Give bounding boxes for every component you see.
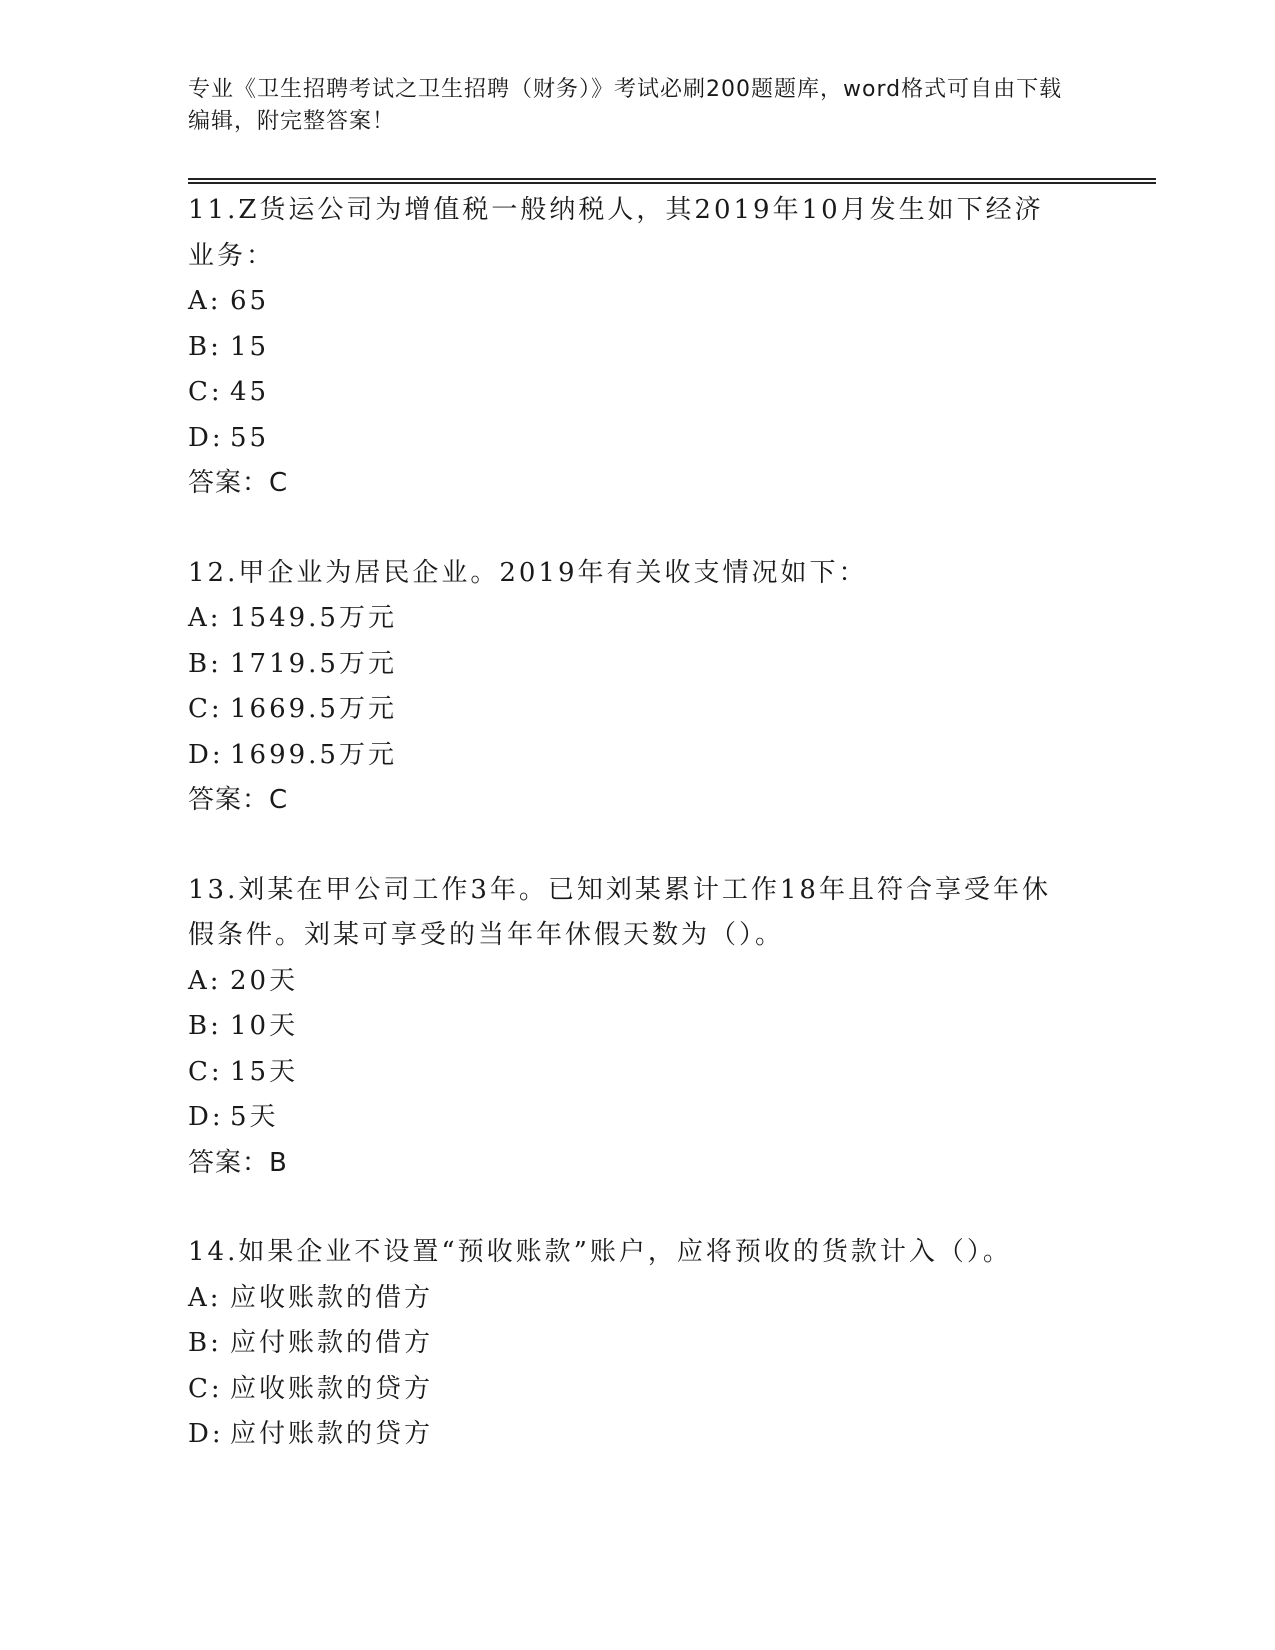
option-text: 15天 xyxy=(230,1056,299,1087)
option-letter: C: xyxy=(188,1373,223,1404)
option-d xyxy=(188,416,1068,462)
option-letter: A: xyxy=(188,286,222,316)
option-letter: B: xyxy=(188,648,222,679)
option-text: 1669.5万元 xyxy=(230,694,397,724)
option-letter: D: xyxy=(188,1419,224,1449)
option-text: 应付账款的借方 xyxy=(230,1328,434,1358)
option-b xyxy=(188,325,1068,371)
document-header: 专业《卫生招聘考试之卫生招聘（财务）》考试必刷200题题库，word格式可自由下载编辑，附完整答案！ xyxy=(188,77,1063,134)
option-letter: C: xyxy=(188,377,223,407)
question-block xyxy=(188,551,1068,824)
double-rule-divider xyxy=(188,178,1156,184)
option-letter: B: xyxy=(188,1328,222,1358)
option-a xyxy=(188,959,1068,1005)
question-block xyxy=(188,188,1068,507)
option-a xyxy=(188,279,1068,325)
option-text: 15 xyxy=(230,331,270,362)
option-text: 5天 xyxy=(230,1102,279,1132)
option-letter: B: xyxy=(188,331,222,362)
option-text: 1719.5万元 xyxy=(230,648,397,679)
option-a xyxy=(188,1276,1068,1322)
answer-line: 答案：B xyxy=(188,1147,288,1178)
option-text: 65 xyxy=(230,286,270,316)
option-text: 应收账款的贷方 xyxy=(230,1373,434,1404)
option-a xyxy=(188,596,1068,642)
option-d xyxy=(188,1412,1068,1458)
option-letter: A: xyxy=(188,965,222,996)
option-b xyxy=(188,642,1068,688)
question-text: 14.如果企业不设置“预收账款”账户，应将预收的货款计入（）。 xyxy=(188,1237,1012,1267)
question-text: 11.Z货运公司为增值税一般纳税人，其2019年10月发生如下经济业务： xyxy=(188,195,1044,271)
option-c xyxy=(188,370,1068,416)
option-text: 1549.5万元 xyxy=(230,603,397,633)
option-letter: C: xyxy=(188,694,223,724)
option-c xyxy=(188,1050,1068,1096)
option-text: 1699.5万元 xyxy=(230,739,397,770)
option-text: 应收账款的借方 xyxy=(230,1282,434,1313)
option-b xyxy=(188,1004,1068,1050)
option-c xyxy=(188,1367,1068,1413)
question-text: 12.甲企业为居民企业。2019年有关收支情况如下： xyxy=(188,557,868,588)
option-letter: D: xyxy=(188,422,224,453)
question-text: 13.刘某在甲公司工作3年。已知刘某累计工作18年且符合享受年休假条件。刘某可享受的当年年休假天数为（）。 xyxy=(188,874,1051,950)
question-block xyxy=(188,868,1068,1187)
option-b xyxy=(188,1321,1068,1367)
option-text: 应付账款的贷方 xyxy=(230,1419,434,1449)
option-letter: C: xyxy=(188,1056,223,1087)
option-letter: B: xyxy=(188,1011,222,1041)
option-text: 45 xyxy=(230,377,270,407)
answer-line: 答案：C xyxy=(188,785,289,815)
option-c xyxy=(188,687,1068,733)
option-letter: D: xyxy=(188,739,224,770)
option-letter: A: xyxy=(188,1282,222,1313)
answer-line: 答案：C xyxy=(188,468,289,498)
question-block xyxy=(188,1230,1068,1458)
option-d xyxy=(188,1095,1068,1141)
option-d xyxy=(188,733,1068,779)
option-text: 55 xyxy=(230,422,270,453)
option-letter: A: xyxy=(188,603,222,633)
option-text: 20天 xyxy=(230,965,299,996)
option-text: 10天 xyxy=(230,1011,299,1041)
question-list xyxy=(188,188,1068,1502)
option-letter: D: xyxy=(188,1102,224,1132)
